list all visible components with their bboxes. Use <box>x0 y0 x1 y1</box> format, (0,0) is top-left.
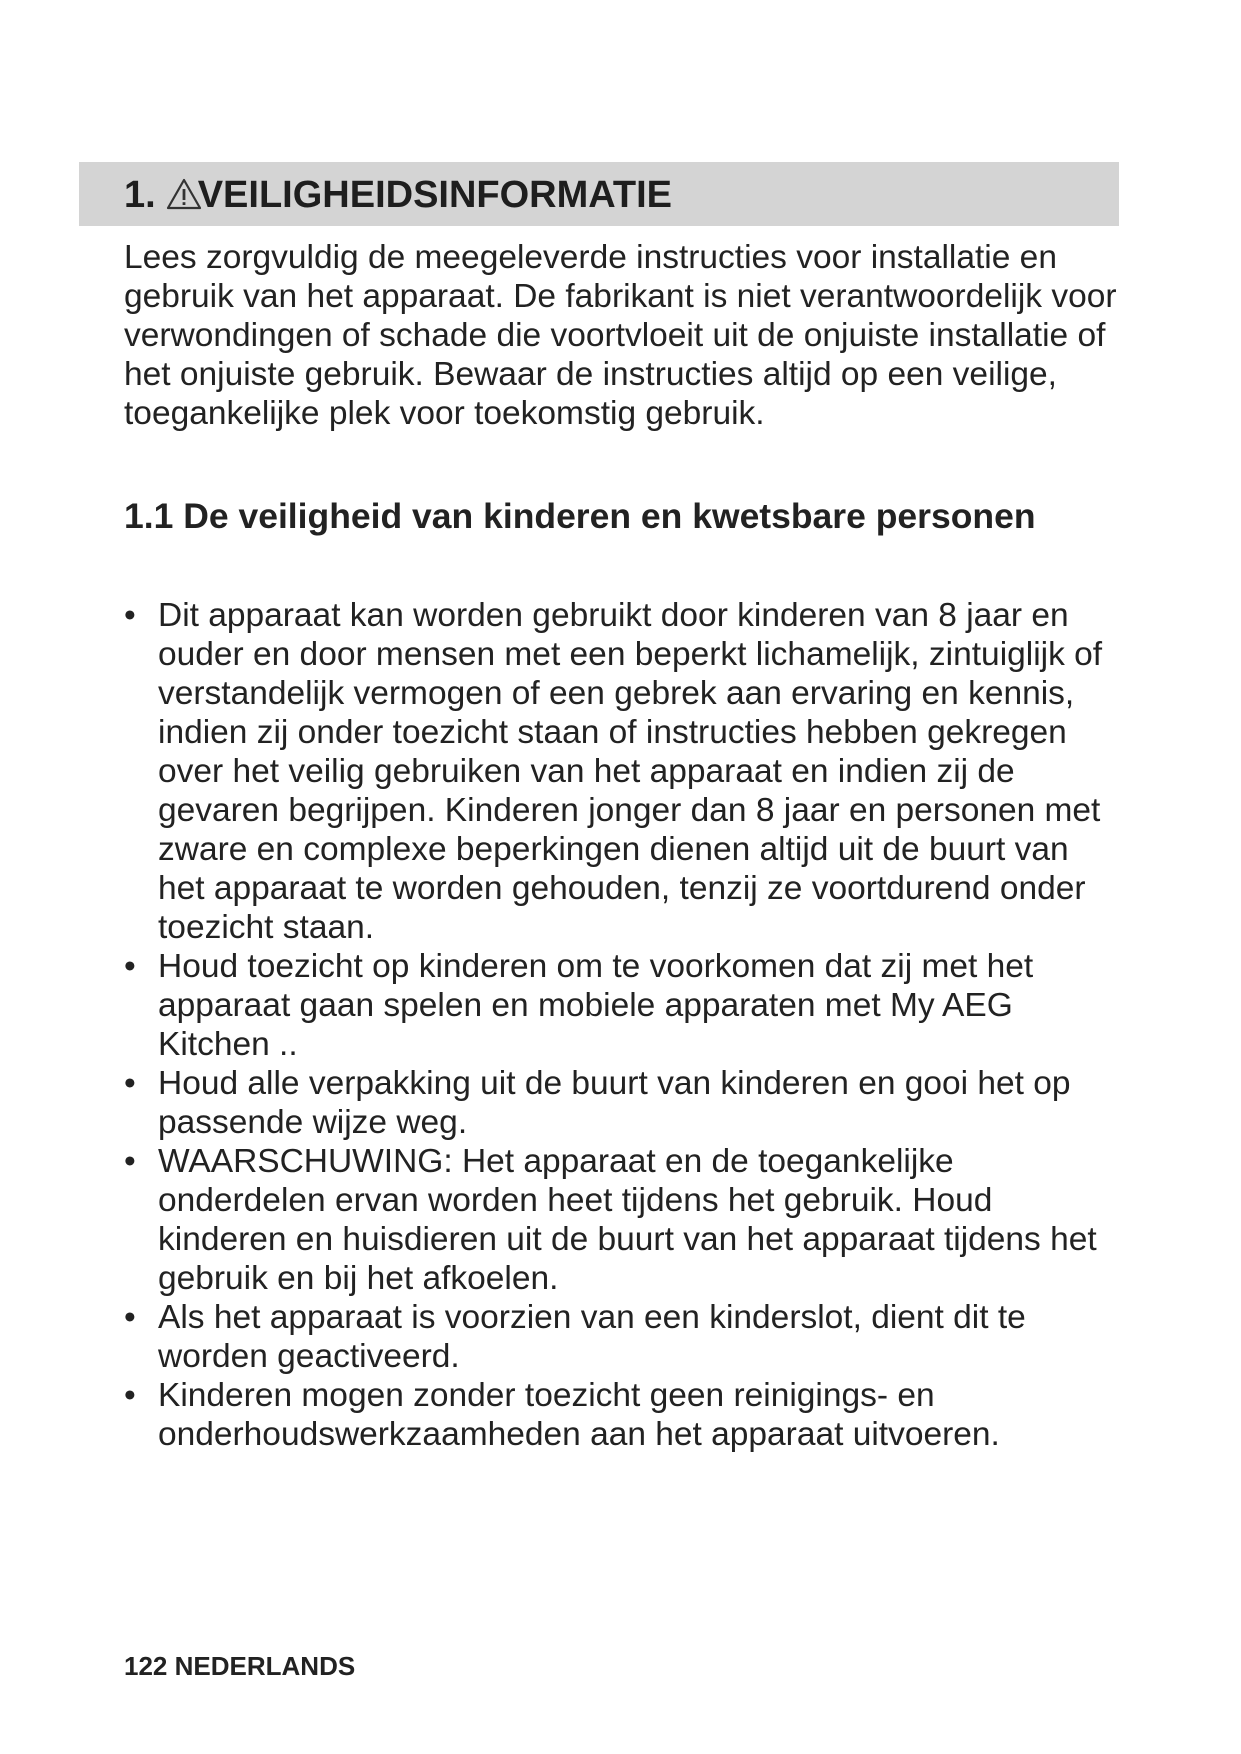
list-item-text: Houd alle verpakking uit de buurt van kinderen en gooi het op passende wijze weg. <box>158 1065 1071 1141</box>
list-item <box>124 596 1124 947</box>
footer-language: NEDERLANDS <box>174 1651 356 1681</box>
section-number: 1. <box>124 174 156 216</box>
list-item <box>124 1142 1124 1298</box>
list-item-text: Houd toezicht op kinderen om te voorkomen dat zij met het apparaat gaan spelen en mobiele apparaten met My AEG Kitchen .. <box>158 948 1034 1063</box>
page-footer <box>124 1651 355 1681</box>
bullet-dot: • <box>124 1143 136 1180</box>
list-item <box>124 1064 1124 1142</box>
bullet-dot: • <box>124 948 136 985</box>
list-item <box>124 947 1124 1064</box>
bullet-dot: • <box>124 1065 136 1102</box>
list-item-text: Kinderen mogen zonder toezicht geen reinigings- en onderhoudswerkzaamheden aan het apparaat uitvoeren. <box>158 1377 1000 1453</box>
list-item-text: Als het apparaat is voorzien van een kinderslot, dient dit te worden geactiveerd. <box>158 1299 1026 1375</box>
list-item-text: WAARSCHUWING: Het apparaat en de toegankelijke onderdelen ervan worden heet tijdens het gebruik. Houd kinderen en huisdieren uit de buurt van het apparaat tijdens het gebruik en bij het afkoelen. <box>158 1143 1097 1297</box>
bullet-dot: • <box>124 597 136 634</box>
page-number: 122 <box>124 1651 168 1681</box>
safety-bullet-list <box>124 596 1124 1454</box>
warning-triangle-icon <box>166 175 202 207</box>
list-item-text: Dit apparaat kan worden gebruikt door kinderen van 8 jaar en ouder en door mensen met een beperkt lichamelijk, zintuiglijk of verstandelijk vermogen of een gebrek aan ervaring en kennis, indien zij onder toezicht staan of instructies hebben gekregen over het veilig gebruiken van het apparaat en indien zij de gevaren begrijpen. Kinderen jonger dan 8 jaar en personen met zware en complexe beperkingen dienen altijd uit de buurt van het apparaat te worden gehouden, tenzij ze voortdurend onder toezicht staan. <box>158 597 1103 946</box>
bullet-dot: • <box>124 1299 136 1336</box>
bullet-dot: • <box>124 1377 136 1414</box>
list-item <box>124 1376 1124 1454</box>
section-title <box>124 172 672 218</box>
list-item <box>124 1298 1124 1376</box>
section-title-text: VEILIGHEIDSINFORMATIE <box>197 174 673 216</box>
subsection-title: 1.1 De veiligheid van kinderen en kwetsbare personen <box>124 496 1036 536</box>
intro-paragraph: Lees zorgvuldig de meegeleverde instructies voor installatie en gebruik van het apparaat. De fabrikant is niet verantwoordelijk voor verwondingen of schade die voortvloeit uit de onjuiste installatie of het onjuiste gebruik. Bewaar de instructies altijd op een veilige, toegankelijke plek voor toekomstig gebruik. <box>124 239 1117 432</box>
